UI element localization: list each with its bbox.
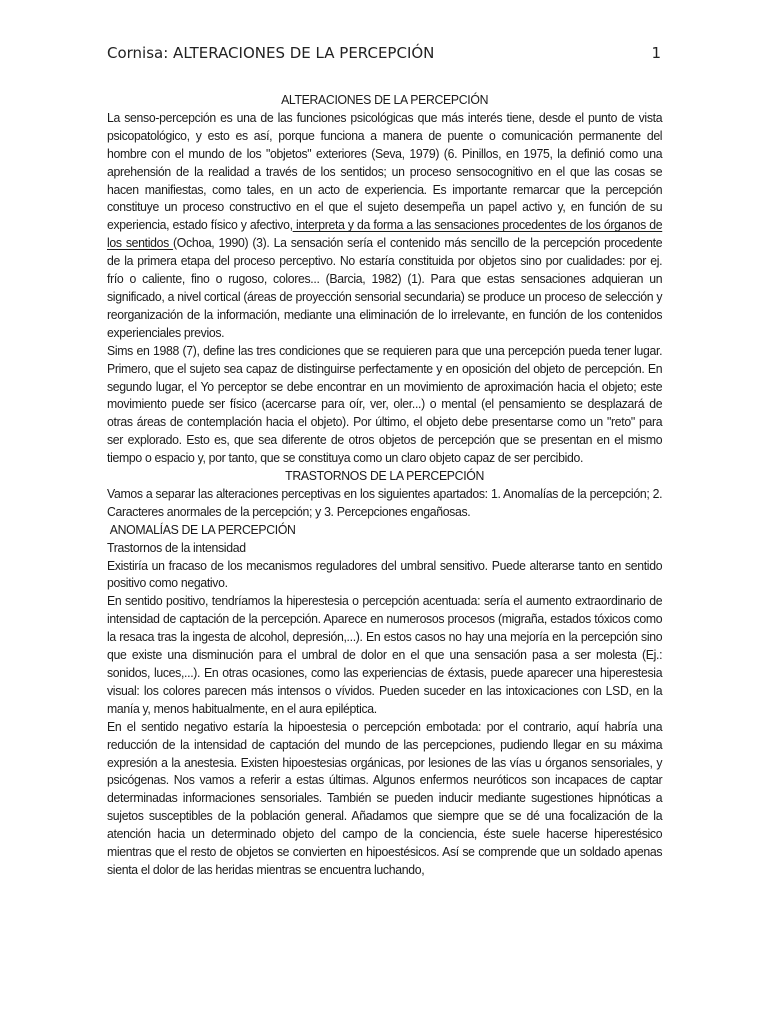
paragraph-hipoestesia: En el sentido negativo estaría la hipoestesia o percepción embotada: por el contrario, aquí habría una reducción de la intensidad de captación del mundo de las percepciones, pudiendo llegar en su máxima expresión a la anestesia. Existen hipoestesias orgánicas, por lesiones de las vías u órganos sensoriales, y psicógenas. Nos vamos a referir a estas últimas. Algunos enfermos neuróticos son incapaces de captar determinadas informaciones sensoriales. También se pueden inducir mediante sugestiones hipnóticas a sujetos susceptibles de la población general. Añadamos que siempre que se dé una focalización de la atención hacia un determinado objeto del campo de la conciencia, éste suele hacerse hiperestésico mientras que el resto de objetos se convierten en hipoestésicos. Así se comprende que un soldado apenas sienta el dolor de las heridas mientras se encuentra luchando, (107, 718, 663, 877)
underlined-phrase: interpreta y da forma a las sensaciones procedentes de los órganos de los sentidos (107, 217, 663, 251)
paragraph-intro (107, 109, 662, 342)
paragraph-apartados: Vamos a separar las alteraciones perceptivas en los siguientes apartados: 1. Anomalías de la percepción; 2. Caracteres anormales de la percepción; y 3. Percepciones engañosas. (107, 485, 663, 519)
paragraph-hiperestesia: En sentido positivo, tendríamos la hiperestesia o percepción acentuada: sería el aumento extraordinario de intensidad de captación de la percepción. Aparece en numerosos procesos (migraña, estados tóxicos como la resaca tras la ingesta de alcohol, depresión,...). En estos casos no hay una mejoría en la percepción sino que existe una disminución para el umbral de dolor en el que una sensación pasa a ser molesta (Ej.: sonidos, luces,...). En otras ocasiones, como las experiencias de éxtasis, puede aparecer una hiperestesia visual: los colores parecen más intensos o vívidos. Pueden suceder en las intoxicaciones con LSD, en la manía y, menos habitualmente, en el aura epiléptica. (107, 593, 663, 716)
paragraph-umbral: Existiría un fracaso de los mecanismos reguladores del umbral sensitivo. Puede alterarse tanto en sentido positivo como negativo. (107, 557, 663, 591)
paragraph-intro-part-b: (Ochoa, 1990) (3). La sensación sería el contenido más sencillo de la percepción procedente de la primera etapa del proceso perceptivo. No estaría constituida por objetos sino por cualidades: por ej. frío o caliente, fino o rugoso, colores... (Barcia, 1982) (1). Para que estas sensaciones adquieran un significado, a nivel cortical (áreas de proyección sensorial secundaria) se produce un proceso de selección y reorganización de la información, mediante una eliminación de lo irrelevante, en función de los contenidos experienciales previos. (107, 235, 663, 340)
header-title: Cornisa: ALTERACIONES DE LA PERCEPCIÓN (107, 44, 435, 62)
paragraph-intro-part-a: La senso-percepción es una de las funciones psicológicas que más interés tiene, desde el punto de vista psicopatológico, y esto es así, porque funciona a manera de puente o comunicación permanente del hombre con el mundo de los "objetos" exteriores (Seva, 1979) (6. Pinillos, en 1975, la definió como una aprehensión de la realidad a través de los sentidos; un proceso sensocognitivo en el que las cosas se hacen manifiestas, como tales, en un acto de experiencia. Es importante remarcar que la percepción constituye un proceso constructivo en el que el sujeto desempeña un papel activo y, en función de su experiencia, estado físico y afectivo, (107, 109, 663, 233)
running-header (107, 44, 661, 62)
page-number: 1 (651, 44, 661, 62)
heading-intensidad: Trastornos de la intensidad (107, 539, 246, 555)
document-title: ALTERACIONES DE LA PERCEPCIÓN (281, 92, 489, 107)
paragraph-sims: Sims en 1988 (7), define las tres condiciones que se requieren para que una percepción pueda tener lugar. Primero, que el sujeto sea capaz de distinguirse perfectamente y en oposición del objeto de percepción. En segundo lugar, el Yo perceptor se debe encontrar en un movimiento de aproximación hacia el objeto; este movimiento puede ser físico (acercarse para oír, ver, oler...) o mental (el pensamiento se desplazará de otras áreas de contemplación hacia el objeto). Por último, el objeto debe presentarse como un "reto" para ser explorado. Esto es, que sea diferente de otros objetos de percepción que se presentan en el mismo tiempo o espacio y, por tanto, que se constituya como un claro objeto capaz de ser percibido. (107, 342, 663, 466)
heading-trastornos: TRASTORNOS DE LA PERCEPCIÓN (285, 468, 485, 484)
document-body (107, 91, 662, 879)
heading-anomalias: ANOMALÍAS DE LA PERCEPCIÓN (109, 521, 296, 537)
